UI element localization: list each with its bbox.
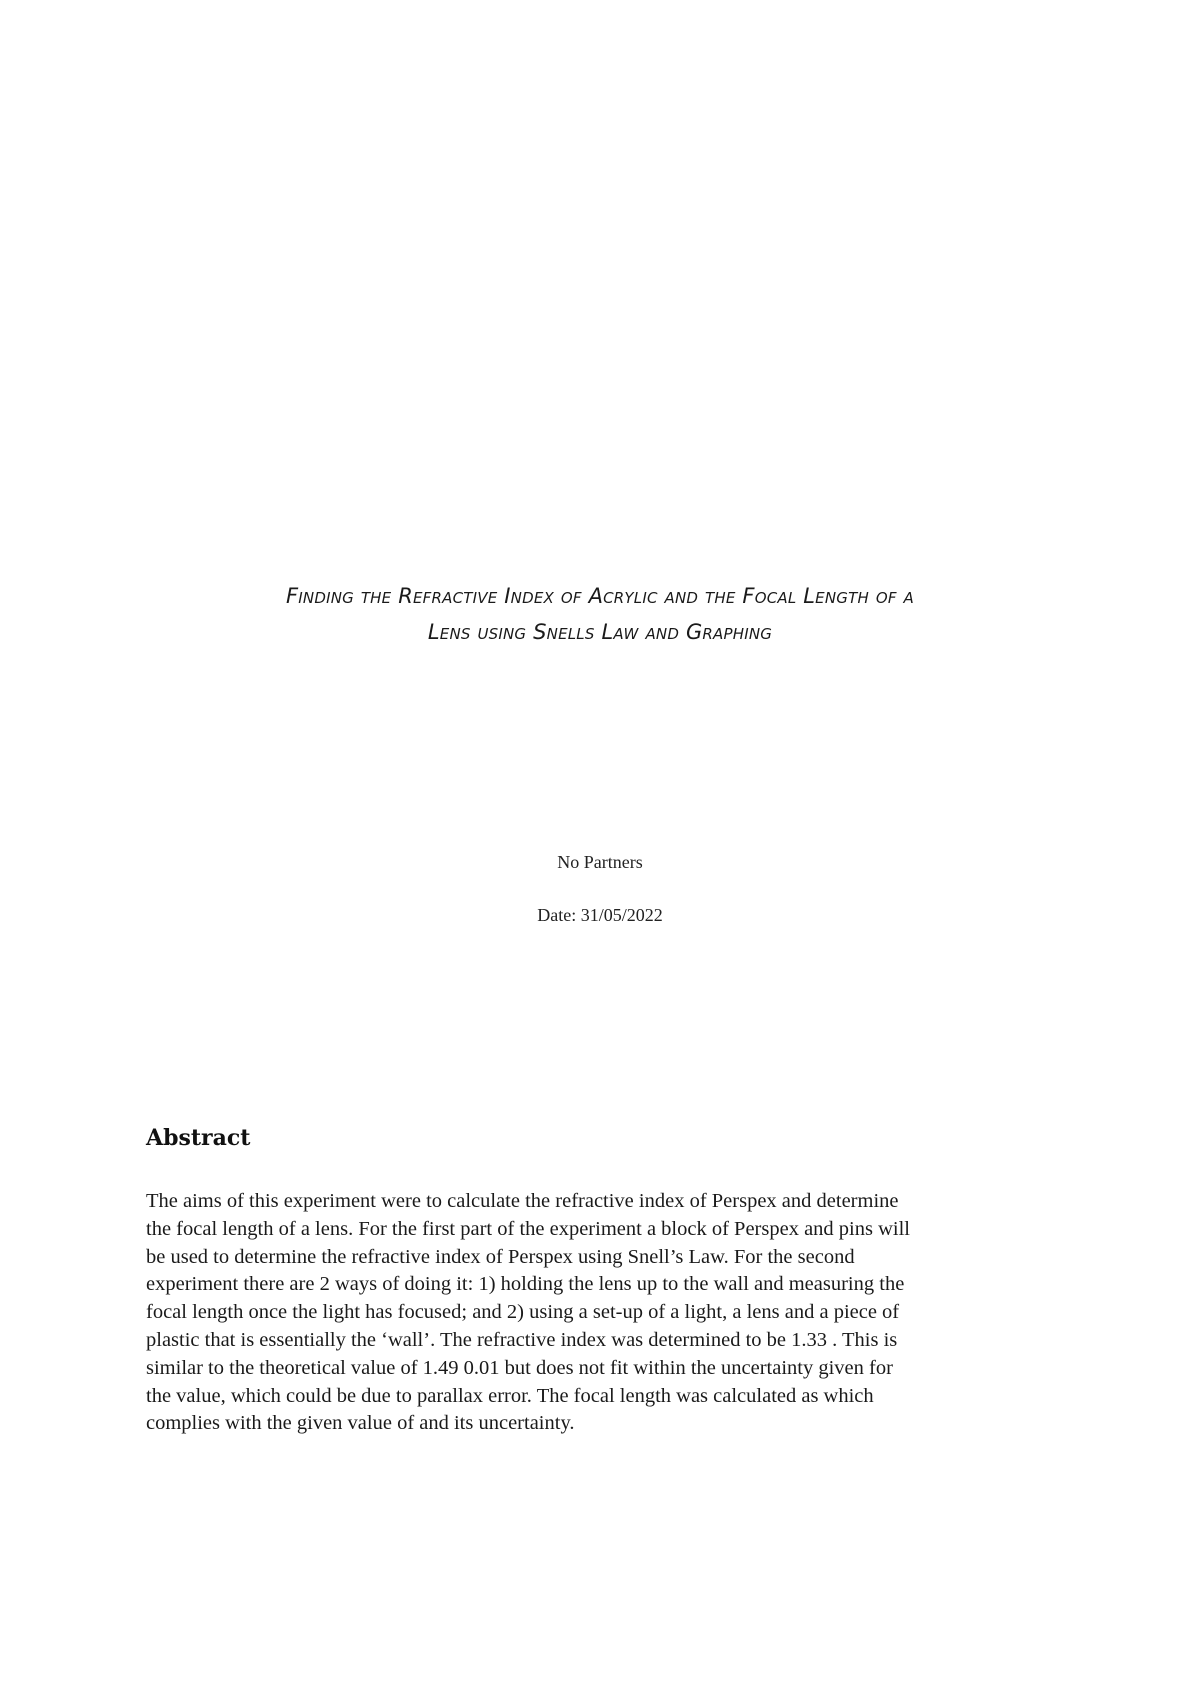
title-line: Finding the Refractive Index of Acrylic and the Focal Length of a [286,584,914,608]
date-text: Date: 31/05/2022 [537,905,663,925]
abstract-line: the focal length of a lens. For the first part of the experiment a block of Perspex and pins will [146,1217,910,1240]
abstract-line: similar to the theoretical value of 1.49 0.01 but does not fit within the uncertainty given for [146,1356,893,1379]
abstract-line: experiment there are 2 ways of doing it: 1) holding the lens up to the wall and measuring the [146,1273,905,1296]
abstract-line: plastic that is essentially the ‘wall’. The refractive index was determined to be 1.33 . This is [146,1328,898,1351]
abstract-line: be used to determine the refractive index of Perspex using Snell’s Law. For the second [146,1245,855,1268]
abstract-line: focal length once the light has focused; and 2) using a set-up of a light, a lens and a piece of [146,1301,900,1324]
abstract-line: the value, which could be due to parallax error. The focal length was calculated as which [146,1384,874,1407]
abstract-line: complies with the given value of and its uncertainty. [146,1412,575,1435]
abstract-heading: Abstract [146,1125,251,1151]
abstract-line: The aims of this experiment were to calculate the refractive index of Perspex and determine [146,1190,899,1212]
document-title [130,578,1070,650]
title-line: Lens using Snells Law and Graphing [427,620,773,644]
partners-text: No Partners [557,852,643,872]
abstract-body [146,1188,1066,1438]
